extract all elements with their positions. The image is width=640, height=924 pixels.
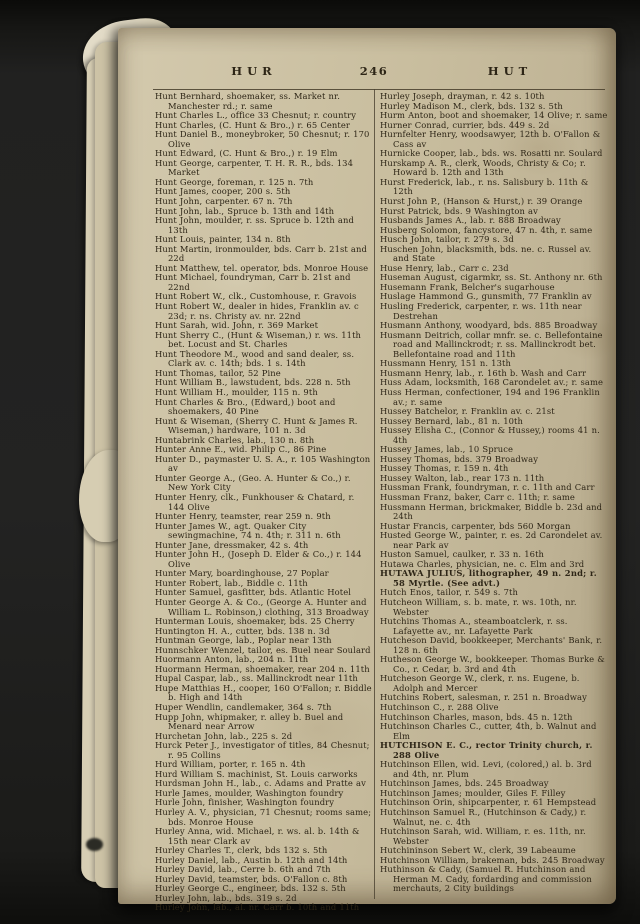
directory-entry: Hunt Charles & Bro., (Edward,) boot and shoemakers, 40 Pine [155,396,336,417]
directory-entry: Hussman Franz, baker, Carr c. 11th; r. same [380,491,575,502]
directory-entry: Hunt Bernhard, shoemaker, ss. Market nr. Manchester rd.; r. same [155,91,340,111]
directory-entry: Hussey Thomas, bds. 379 Broadway [380,453,539,464]
directory-entry: Hurley David, teamster, bds. O'Fallon c. 8th [155,873,348,884]
directory-entry: Hurst Patrick, bds. 9 Washington av [380,205,538,216]
directory-entry: HUTCHISON E. C., rector Trinity church, r. 288 Olive [380,740,593,760]
directory-entry: Hunter D., paymaster U. S. A., r. 105 Washington av [155,453,371,474]
directory-entry: Hurchetan John, lab., 225 s. 2d [155,730,293,741]
directory-entry: Hussmann Henry, 151 n. 13th [380,358,511,369]
directory-entry: Hunt Matthew, tel. operator, bds. Monroe House [155,262,369,273]
directory-entry: Hunnschker Wenzel, tailor, es. Buel near Soulard [155,644,371,655]
directory-entry: Hunterman Louis, shoemaker, bds. 25 Cherry [155,616,355,627]
directory-entry: Hurst John P., (Hanson & Hurst,) r. 39 Orange [380,196,583,207]
directory-entry: Hunt William H., moulder, 115 n. 9th [155,386,318,397]
directory-entry: Hutchinson Ellen, wid. Levi, (colored,) al. b. 3rd and 4th, nr. Plum [380,759,592,779]
directory-entry: Hunter George A. & Co., (George A. Hunter and William L. Robinson,) clothing, 313 Broadway [155,596,369,617]
ink-blot-mark [86,838,103,851]
directory-entry: Hurner Conrad, currier, bds. 449 s. 2d [380,119,550,130]
directory-entry: Huss Adam, locksmith, 168 Carondelet av.; r. same [380,377,604,388]
directory-entry: Hupe Matthias H., cooper, 160 O'Fallon; r. Biddle b. High and 14th [155,682,372,703]
directory-column-left [155,92,373,913]
directory-entry: Hunt Sherry C., (Hunt & Wiseman,) r. ws. 11th bet. Locust and St. Charles [155,329,362,350]
directory-entry: Hunt & Wiseman, (Sherry C. Hunt & James R. Wiseman,) hardware, 101 n. 3d [155,415,358,436]
directory-entry: Hunt George, foreman, r. 125 n. 7th [155,176,314,187]
directory-entry: Hurley Madison M., clerk, bds. 132 s. 5th [380,100,563,111]
directory-entry: Huss Herman, confectioner, 194 and 196 Franklin av.; r. same [380,386,600,407]
directory-entry: Hurdsman John H., lab., c. Adams and Pratte av [155,778,366,789]
directory-entry: Hurnfelter Henry, woodsawyer, 12th b. O'Fallon & Cass av [380,129,601,149]
directory-entry: Husbands James A., lab. r. 888 Broadway [380,215,561,226]
directory-entry: Hunt Sarah, wid. John, r. 369 Market [155,320,319,331]
header-rule [153,89,605,90]
directory-entry: Husmann Deitrich, collar mnfr. se. c. Bellefontaine road and Mallinckrodt; r. ss. Mallinckrodt bet. Bellefontaine road and 11th [380,329,603,359]
directory-entry: Hutchinson James; moulder, Giles F. Filley [380,787,566,798]
directory-entry: Hutcheson David, bookkeeper, Merchants' Bank, r. 128 n. 6th [380,635,603,655]
directory-entry: Huntman George, lab., Poplar near 13th [155,635,332,646]
directory-entry: Hunter George A., (Geo. A. Hunter & Co.,) r. New York City [155,472,351,493]
directory-entry: Hutchins Robert, salesman, r. 251 n. Broadway [380,692,587,703]
directory-entry: Hunt Charles, (C. Hunt & Bro.,) r. 65 Center [155,119,351,130]
directory-entry: Husling Frederick, carpenter, r. ws. 11th near Destrehan [380,301,582,321]
directory-entry: Hurley David, lab., Cerre b. 6th and 7th [155,864,331,875]
directory-entry: Hutchinson Charles C., cutter, 4th, b. Walnut and Elm [380,721,597,741]
directory-entry: Hussey James, lab., 10 Spruce [380,444,514,455]
directory-entry: Hutchinson Orin, shipcarpenter, r. 61 Hempstead [380,797,597,808]
directory-entry: Hunt Michael, foundryman, Carr b. 21st and 22nd [155,272,351,292]
directory-entry: Husmann Henry, lab., r. 16th b. Wash and Carr [380,367,587,378]
directory-entry: Hunt Thomas, tailor, 52 Pine [155,367,281,378]
directory-entry: Hurley Joseph, drayman, r. 42 s. 10th [380,91,545,101]
directory-entry: Hutchinson James, bds. 245 Broadway [380,778,549,789]
directory-entry: Hunt Edward, (C. Hunt & Bro.,) r. 19 Elm [155,148,338,159]
directory-entry: Hurley Charles T., clerk, bds 132 s. 5th [155,845,328,856]
directory-entry: Huntington H. A., cutter, bds. 138 n. 3d [155,625,330,636]
directory-entry: Hurley John, lab., bds. 319 s. 2d [155,892,297,903]
directory-entry: Hunt Theodore M., wood and sand dealer, ss. Clark av. c. 14th; bds. 1 s. 14th [155,348,355,369]
directory-entry: Hurm Anton, boot and shoemaker, 14 Olive; r. same [380,110,608,121]
directory-entry: Huse Henry, lab., Carr c. 23d [380,262,509,273]
directory-entry: Hurskamp A. R., clerk, Woods, Christy & Co; r. Howard b. 12th and 13th [380,157,586,178]
directory-entry: Hunt William B., lawstudent, bds. 228 n. 5th [155,377,351,388]
directory-entry: Hurck Peter J., investigator of titles, 84 Chesnut; r. 95 Collins [155,740,370,760]
directory-entry: Hutchininson Sebert W., clerk, 39 Labeaume [380,845,576,856]
directory-entry: Hupp John, whipmaker, r. alley b. Buel and Menard near Arrow [155,711,344,732]
directory-entry: Hutheson George W., bookkeeper. Thomas Burke & Co., r. Cedar, b. 3rd and 4th [380,654,605,674]
directory-entry: Hussmann Herman, brickmaker, Biddle b. 23d and 24th [380,501,603,522]
directory-entry: Hutcheson George W., clerk, r. ns. Eugene, b. Adolph and Mercer [380,673,580,693]
directory-entry: Hunter Samuel, gasfitter, bds. Atlantic Hotel [155,587,352,598]
directory-entry: Hutchins Thomas A., steamboatclerk, r. ss. Lafayette av., nr. Lafayette Park [380,616,568,636]
column-divider-rule [374,89,375,899]
directory-entry: Huschen John, blacksmith, bds. ne. c. Russel av. and State [380,243,592,264]
directory-entry: Hunt Daniel B., moneybroker, 50 Chesnut; r. 170 Olive [155,129,370,149]
directory-entry: Huslage Hammond G., gunsmith, 77 Franklin av [380,291,592,302]
directory-entry: Hunt James, cooper, 200 s. 5th [155,186,291,197]
directory-entry: Husberg Solomon, fancystore, 47 n. 4th, r. same [380,224,593,235]
directory-entry: Hustar Francis, carpenter, bds 560 Morgan [380,520,571,531]
directory-entry: Huormann Herman, shoemaker, rear 204 n. 11th [155,663,370,674]
directory-entry: Hurley John, lab., al. nr. Carr b. 10th and 11th [155,902,360,913]
directory-entry: Hutchinson Sarah, wid. William, r. es. 11th, nr. Webster [380,826,586,846]
directory-entry: Hunter Henry, teamster, rear 259 n. 9th [155,511,331,522]
directory-entry: Hurle John, finisher, Washington foundry [155,797,335,808]
directory-entry: Hunt George, carpenter, T. H. R. R., bds. 134 Market [155,157,354,178]
directory-entry: Hunt John, carpenter. 67 n. 7th [155,196,293,207]
directory-entry: Hurd William S. machinist, St. Louis carworks [155,768,358,779]
directory-entry: Hunter Anne E., wid. Philip C., 86 Pine [155,444,327,455]
directory-entry: Huseman August, cigarmkr, ss. St. Anthony nr. 6th [380,272,603,283]
directory-entry: Husted George W., painter, r. es. 2d Carondelet av. near Park av [380,530,603,550]
directory-entry: Husemann Frank, Belcher's sugarhouse [380,281,555,292]
directory-entry: Hutchinson C., r. 288 Olive [380,702,499,712]
directory-entry: Hunt Robert W., clk., Customhouse, r. Gravois [155,291,357,302]
directory-entry: Hurley Anna, wid. Michael, r. ws. al. b. 14th & 15th near Clark av [155,826,360,846]
directory-entry: Hussey Walton, lab., rear 173 n. 11th [380,472,545,483]
running-head-left: HUR [231,64,277,78]
directory-entry: Hussey Elisha C., (Connor & Hussey,) rooms 41 n. 4th [380,425,600,445]
directory-entry: Hunter Robert, lab., Biddle c. 11th [155,577,308,588]
directory-entry: Huper Wendlin, candlemaker, 364 s. 7th [155,702,332,712]
directory-entry: Hunter John H., (Joseph D. Elder & Co.,) r. 144 Olive [155,549,362,569]
directory-entry: Hutch Enos, tailor, r. 549 s. 7th [380,587,519,598]
directory-entry: Hutcheon William, s. b. mate, r. ws. 10th, nr. Webster [380,596,577,617]
directory-entry: Huormann Anton, lab., 204 n. 11th [155,654,309,665]
directory-entry: Huston Samuel, caulker, r. 33 n. 16th [380,549,545,560]
directory-entry: Hunt Charles L., office 33 Chesnut; r. country [155,110,357,121]
directory-entry: Hunter Mary, boardinghouse, 27 Poplar [155,568,329,579]
directory-entry: Hurle James, moulder, Washington foundry [155,787,344,798]
directory-entry: Hussey Bernard, lab., 81 n. 10th [380,415,524,426]
directory-column-right [380,92,608,894]
directory-entry: HUTAWA JULIUS, lithographer, 49 n. 2nd; r. 58 Myrtle. (See advt.) [380,568,597,588]
directory-entry: Hunter James W., agt. Quaker City sewingmachine, 74 n. 4th; r. 311 n. 6th [155,520,341,541]
directory-entry: Hunt Louis, painter, 134 n. 8th [155,234,291,245]
directory-entry: Hussey Thomas, r. 159 n. 4th [380,463,509,474]
directory-entry: Hunt John, lab., Spruce b. 13th and 14th [155,205,335,216]
directory-entry: Hutchinson Samuel R., (Hutchinson & Cady,) r. Walnut, ne. c. 4th [380,807,587,827]
directory-entry: Hupal Caspar, lab., ss. Mallinckrodt near 11th [155,673,358,684]
directory-entry: Hurley George C., engineer, bds. 132 s. 5th [155,883,346,894]
directory-entry: Hutchinson William, brakeman, bds. 245 Broadway [380,854,605,865]
directory-entry: Huntabrink Charles, lab., 130 n. 8th [155,434,315,445]
directory-entry: Hutchinson Charles, mason, bds. 45 n. 12th [380,711,573,722]
directory-entry: Hunt Martin, ironmoulder, bds. Carr b. 21st and 22d [155,243,367,264]
directory-entry: Huthinson & Cady, (Samuel R. Hutchinson and Herman M. Cady, fordarding and commission merchauts, 2 City buildings [380,864,592,894]
directory-entry: Husmann Anthony, woodyard, bds. 885 Broadway [380,320,598,331]
directory-page [118,28,616,913]
directory-entry: Husch John, tailor, r. 279 s. 3d [380,234,514,245]
directory-entry: Hurst Frederick, lab., r. ns. Salisbury b. 11th & 12th [380,176,589,197]
page-number: 246 [359,64,389,78]
directory-entry: Hussey Batchelor, r. Franklin av. c. 21st [380,406,555,417]
directory-entry: Hunter Jane, dressmaker, 42 s. 4th [155,539,309,550]
directory-entry: Hunt John, moulder, r. ss. Spruce b. 12th and 13th [155,215,354,235]
directory-entry: Hurnicke Cooper, lab., bds. ws. Rosatti nr. Soulard [380,148,603,159]
directory-entry: Hurley Daniel, lab., Austin b. 12th and 14th [155,854,348,865]
directory-entry: Hunt Robert W., dealer in hides, Franklin av. c 23d; r. ns. Christy av. nr. 22nd [155,301,359,321]
directory-entry: Hutawa Charles, physician, ne. c. Elm and 3rd [380,558,585,569]
directory-entry: Hurley A. V., physician, 71 Chesnut; rooms same; bds. Monroe House [155,807,372,827]
directory-entry: Hurd William, porter, r. 165 n. 4th [155,759,306,770]
directory-entry: Hussman Frank, foundryman, r. c. 11th and Carr [380,482,595,493]
directory-entry: Hunter Henry, clk., Funkhouser & Chatard, r. 144 Olive [155,491,355,512]
running-head-right: HUT [487,64,533,78]
